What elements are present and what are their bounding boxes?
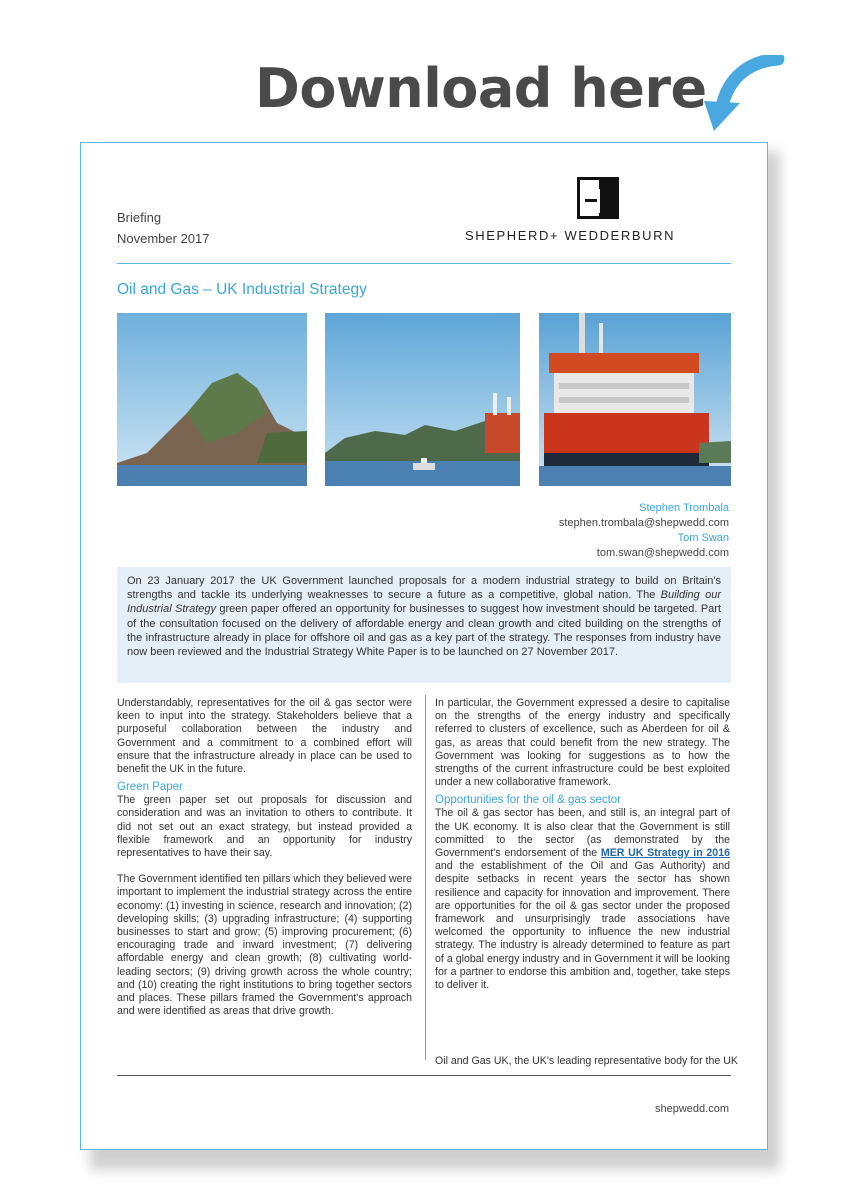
column-divider — [425, 695, 426, 1060]
mer-uk-strategy-link[interactable]: MER UK Strategy in 2016 — [600, 847, 730, 860]
photo-mountain — [117, 313, 307, 486]
intro-text: green paper offered an opportunity for businesses to suggest how investment should be targeted. Part of the consultation focused on the delivery of affordable energy and clean growth and cited building on the strengths of the infrastructure already in place for offshore oil and gas as a key part of the strategy. The responses from industry have now been reviewed and the Industrial Strategy White Paper is to be launched on 27 November 2017. — [127, 603, 721, 659]
author-email[interactable]: stephen.trombala@shepwedd.com — [558, 517, 729, 529]
paragraph-text: The oil & gas sector has been, and still is, an integral part of the UK economy. It is also clear that the Government is still committed to the sector (as demonstrated by the Government's endorsement of the — [435, 807, 730, 860]
footer-divider — [117, 1075, 731, 1076]
author-name: Stephen Trombala — [639, 502, 729, 514]
firm-logo-icon — [577, 177, 619, 219]
briefing-meta — [117, 207, 210, 249]
paragraph: In particular, the Government expressed a desire to capitalise on the strengths of the energy industry and specifically referred to clusters of excellence, such as Aberdeen for oil & gas, as areas that could benefit from the new strategy. The Government was looking for suggestions as to how the strengths of the current infrastructure could be best exploited under a new collaborative framework. — [435, 697, 730, 789]
photo-bay — [325, 313, 520, 486]
download-banner[interactable] — [0, 55, 848, 135]
brief-type: Briefing — [117, 210, 162, 225]
section-heading: Green Paper — [117, 781, 183, 794]
header-divider — [117, 263, 731, 264]
footer-url[interactable]: shepwedd.com — [655, 1103, 729, 1115]
brief-date: November 2017 — [117, 231, 210, 246]
intro-text: On 23 January 2017 the UK Government launched proposals for a modern industrial strategy to build on Britain's strengths and tackle its underlying weaknesses to secure a future as a competitive, global nation. The — [127, 575, 721, 602]
document-title: Oil and Gas – UK Industrial Strategy — [117, 281, 367, 298]
author-block — [559, 501, 729, 561]
firm-name: SHEPHERD+ WEDDERBURN — [465, 228, 676, 243]
author-name: Tom Swan — [677, 532, 729, 544]
section-heading: Opportunities for the oil & gas sector — [435, 794, 622, 807]
intro-italic: Building our Industrial Strategy — [127, 589, 722, 616]
paragraph-spacer — [117, 860, 412, 873]
paragraph — [435, 807, 730, 992]
download-here-label[interactable]: Download here — [255, 57, 707, 120]
continued-text: Oil and Gas UK, the UK's leading representative body for the UK — [435, 1055, 738, 1067]
paragraph-text: and the establishment of the Oil and Gas Authority) and despite setbacks in recent years the sector has shown resilience and capacity for innovation and improvement. There are opportunities for the oil & gas sector under the proposed framework and unsurprisingly trade associations have welcomed the opportunity to influence the new industrial strategy. The industry is already determined to feature as part of a global energy industry and in Government it will be looking for a partner to endorse this ambition and, together, take steps to deliver it. — [435, 860, 730, 992]
left-column — [117, 697, 412, 1018]
curved-arrow-icon — [700, 55, 790, 135]
author-email[interactable]: tom.swan@shepwedd.com — [596, 547, 729, 559]
paragraph: Understandably, representatives for the oil & gas sector were keen to input into the strategy. Stakeholders believe that a purposeful collaboration between the industry and Government and a commitment to a combined effort will ensure that the infrastructure already in place can be used to benefit the UK in the future. — [117, 697, 412, 776]
paragraph: The green paper set out proposals for discussion and consideration and was an invitation to others to contribute. It did not set out an exact strategy, but instead provided a flexible framework and an opportunity for industry representatives to have their say. — [117, 794, 412, 860]
right-column — [435, 697, 730, 992]
photo-oil-rig — [539, 313, 731, 486]
document-preview[interactable] — [80, 142, 768, 1150]
paragraph: The Government identified ten pillars which they believed were important to implement the industrial strategy across the entire economy: (1) investing in science, research and innovation; (2) developing skills; (3) upgrading infrastructure; (4) supporting businesses to start and grow; (5) improving procurement; (6) encouraging trade and inward investment; (7) delivering affordable energy and clean growth; (8) cultivating world-leading sectors; (9) driving growth across the whole country; and (10) creating the right institutions to bring together sectors and places. These pillars framed the Government's approach and were identified as areas that drive growth. — [117, 873, 412, 1018]
intro-summary — [117, 567, 731, 683]
